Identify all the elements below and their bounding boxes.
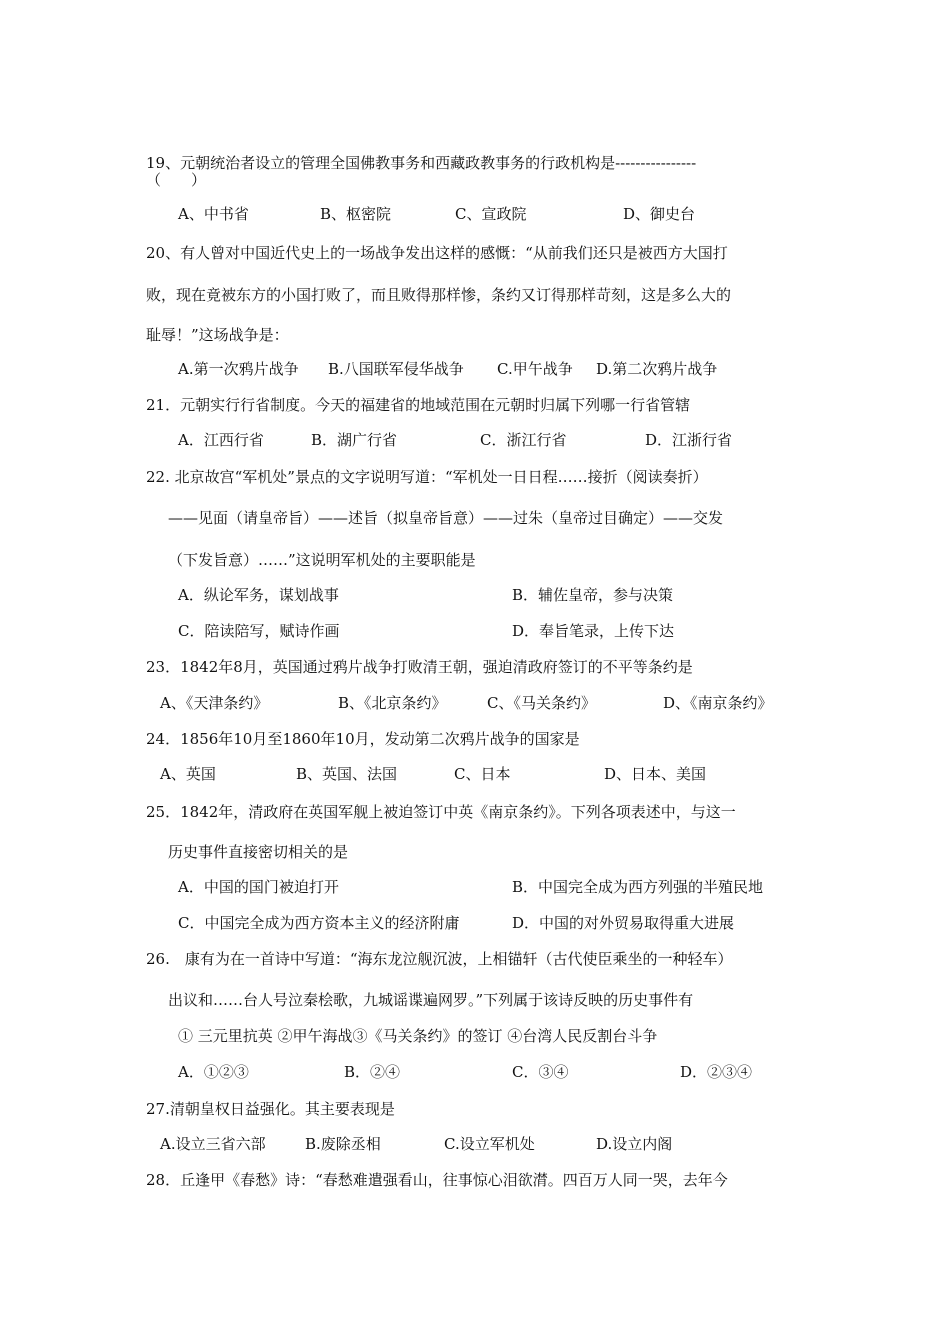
q24-option-d: D、日本、美国 (604, 765, 707, 783)
question-25-line-1: 25．1842年，清政府在英国军舰上被迫签订中英《南京条约》。下列各项表述中，与这一 (146, 803, 736, 821)
q27-option-c: C.设立军机处 (444, 1135, 535, 1153)
q26-option-c: C．③④ (512, 1063, 569, 1081)
q25-option-c: C．中国完全成为西方资本主义的经济附庸 (178, 914, 460, 932)
question-19-stem: 19、元朝统治者设立的管理全国佛教事务和西藏政教事务的行政机构是---------------- (146, 154, 697, 172)
question-21-stem: 21．元朝实行行省制度。今天的福建省的地域范围在元朝时归属下列哪一行省管辖 (146, 396, 691, 414)
question-26-line-2: 出议和……台人号泣秦桧歌，九城谣谍遍网罗。”下列属于该诗反映的历史事件有 (168, 991, 694, 1009)
question-26-line-3: ① 三元里抗英 ②甲午海战③《马关条约》的签订 ④台湾人民反割台斗争 (178, 1027, 658, 1045)
q24-option-c: C、日本 (454, 765, 511, 783)
q20-option-c: C.甲午战争 (497, 360, 573, 378)
q27-option-b: B.废除丞相 (305, 1135, 381, 1153)
question-28-line-1: 28．丘逢甲《春愁》诗：“春愁难遣强看山，往事惊心泪欲潸。四百万人同一哭，去年今 (146, 1171, 728, 1189)
q24-option-a: A、英国 (160, 765, 216, 783)
q20-option-d: D.第二次鸦片战争 (596, 360, 718, 378)
q21-option-c: C．浙江行省 (480, 431, 567, 449)
question-22-line-3: （下发旨意）……”这说明军机处的主要职能是 (168, 551, 476, 569)
q22-option-c: C．陪读陪写，赋诗作画 (178, 622, 340, 640)
q22-option-d: D．奉旨笔录，上传下达 (512, 622, 675, 640)
question-22-line-2: ——见面（请皇帝旨）——述旨（拟皇帝旨意）——过朱（皇帝过目确定）——交发 (168, 509, 724, 527)
q23-option-a: A、《天津条约》 (160, 694, 269, 712)
q27-option-a: A.设立三省六部 (160, 1135, 266, 1153)
q21-option-d: D．江浙行省 (645, 431, 733, 449)
q20-option-a: A.第一次鸦片战争 (178, 360, 299, 378)
q26-option-b: B．②④ (344, 1063, 401, 1081)
q20-option-b: B.八国联军侵华战争 (328, 360, 464, 378)
q22-option-b: B．辅佐皇帝，参与决策 (512, 586, 674, 604)
question-19-paren: （ ） (146, 171, 207, 189)
q19-option-c: C、宣政院 (455, 205, 527, 223)
q23-option-b: B、《北京条约》 (338, 694, 447, 712)
q25-option-b: B．中国完全成为西方列强的半殖民地 (512, 878, 764, 896)
question-24-stem: 24．1856年10月至1860年10月，发动第二次鸦片战争的国家是 (146, 730, 580, 748)
q21-option-b: B．湖广行省 (311, 431, 398, 449)
q25-option-a: A．中国的国门被迫打开 (178, 878, 339, 896)
question-23-stem: 23．1842年8月，英国通过鸦片战争打败清王朝，强迫清政府签订的不平等条约是 (146, 658, 693, 676)
q21-option-a: A．江西行省 (178, 431, 264, 449)
q26-option-d: D．②③④ (680, 1063, 753, 1081)
q23-option-d: D、《南京条约》 (663, 694, 773, 712)
question-27-stem: 27.清朝皇权日益强化。其主要表现是 (146, 1100, 395, 1118)
question-26-line-1: 26. 康有为在一首诗中写道：“海东龙泣舰沉波，上相锚轩（古代使臣乘坐的一种轻车） (146, 950, 733, 968)
question-20-line-1: 20、有人曾对中国近代史上的一场战争发出这样的感慨：“从前我们还只是被西方大国打 (146, 244, 728, 262)
question-25-line-2: 历史事件直接密切相关的是 (168, 843, 349, 861)
q27-option-d: D.设立内阁 (596, 1135, 673, 1153)
q19-option-d: D、御史台 (623, 205, 696, 223)
question-22-line-1: 22. 北京故宫“军机处”景点的文字说明写道：“军机处一日日程……接折（阅读奏折） (146, 468, 708, 486)
q26-option-a: A．①②③ (178, 1063, 249, 1081)
q25-option-d: D．中国的对外贸易取得重大进展 (512, 914, 735, 932)
question-20-line-2: 败，现在竟被东方的小国打败了，而且败得那样惨，条约又订得那样苛刻，这是多么大的 (146, 286, 732, 304)
q19-option-a: A、中书省 (178, 205, 249, 223)
q19-option-b: B、枢密院 (320, 205, 392, 223)
q22-option-a: A．纵论军务，谋划战事 (178, 586, 339, 604)
q24-option-b: B、英国、法国 (296, 765, 398, 783)
q23-option-c: C、《马关条约》 (487, 694, 596, 712)
question-20-line-3: 耻辱！”这场战争是： (146, 326, 289, 344)
